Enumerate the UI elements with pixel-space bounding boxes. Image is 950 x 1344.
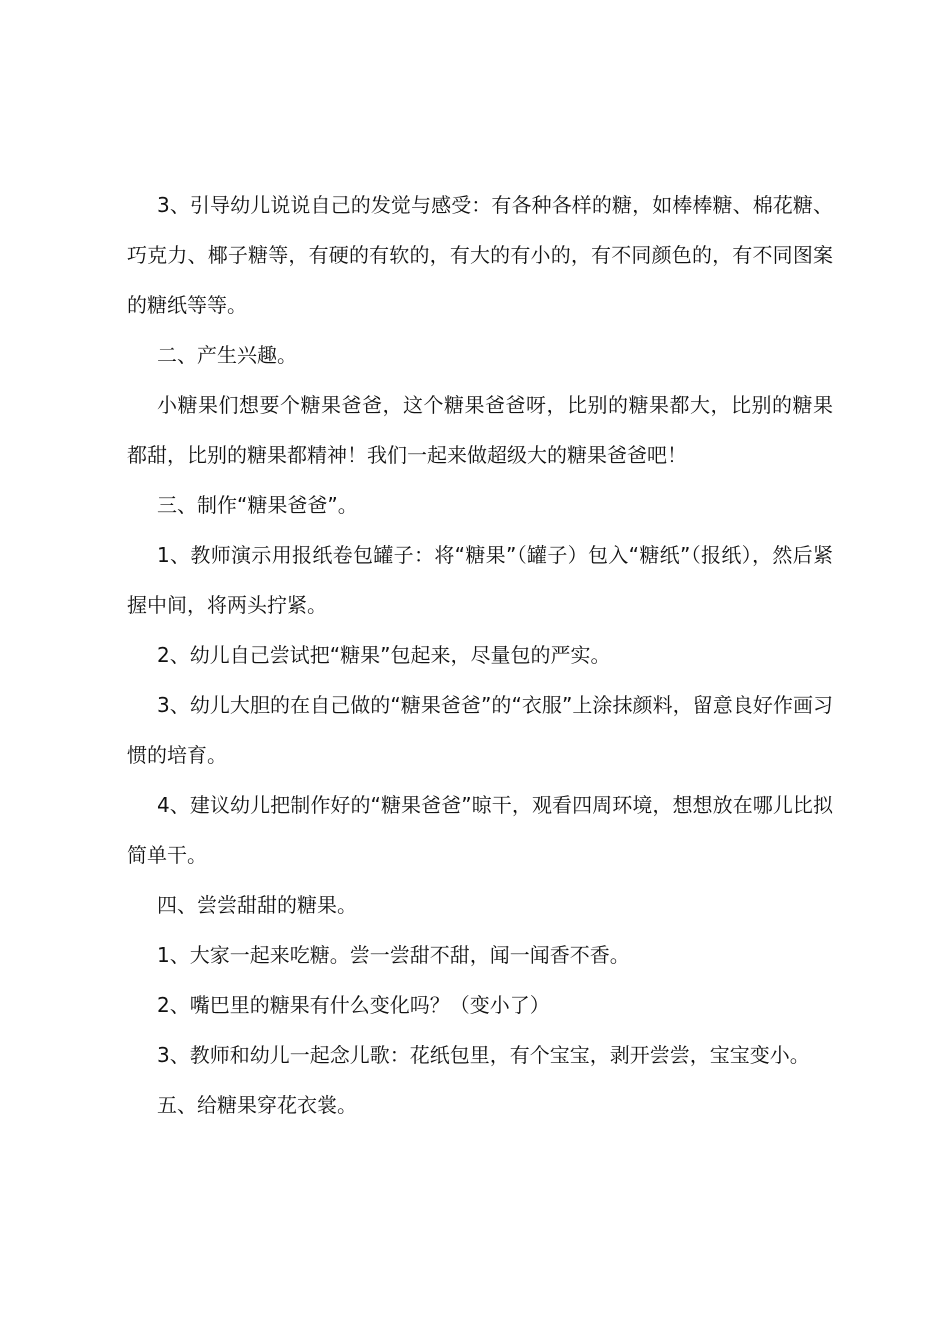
paragraph-step-3-observe: 3、引导幼儿说说自己的发觉与感受：有各种各样的糖，如棒棒糖、棉花糖、巧克力、椰子糖等，有硬的有软的，有大的有小的，有不同颜色的，有不同图案的糖纸等等。 [127, 193, 833, 317]
section-heading-3: 三、制作“糖果爸爸”。 [157, 493, 358, 517]
document-body [127, 180, 833, 1130]
paragraph-taste-step-1: 1、大家一起来吃糖。尝一尝甜不甜，闻一闻香不香。 [157, 943, 630, 967]
paragraph-make-step-2: 2、幼儿自己尝试把“糖果”包起来，尽量包的严实。 [157, 643, 611, 667]
paragraph-make-step-1: 1、教师演示用报纸卷包罐子：将“糖果”（罐子）包入“糖纸”（报纸），然后紧握中间，将两头拧紧。 [127, 543, 833, 617]
paragraph-taste-step-2: 2、嘴巴里的糖果有什么变化吗？（变小了） [157, 993, 550, 1017]
paragraph-taste-step-3: 3、教师和幼儿一起念儿歌：花纸包里，有个宝宝，剥开尝尝，宝宝变小。 [157, 1043, 810, 1067]
section-heading-4: 四、尝尝甜甜的糖果。 [157, 893, 357, 917]
paragraph-make-step-4: 4、建议幼儿把制作好的“糖果爸爸”晾干，观看四周环境，想想放在哪儿比拟简单干。 [127, 793, 833, 867]
paragraph-interest: 小糖果们想要个糖果爸爸，这个糖果爸爸呀，比别的糖果都大，比别的糖果都甜，比别的糖果都精神！我们一起来做超级大的糖果爸爸吧！ [127, 393, 833, 467]
section-heading-5: 五、给糖果穿花衣裳。 [157, 1093, 357, 1117]
paragraph-make-step-3: 3、幼儿大胆的在自己做的“糖果爸爸”的“衣服”上涂抹颜料，留意良好作画习惯的培育。 [127, 693, 833, 767]
section-heading-2: 二、产生兴趣。 [157, 343, 297, 367]
